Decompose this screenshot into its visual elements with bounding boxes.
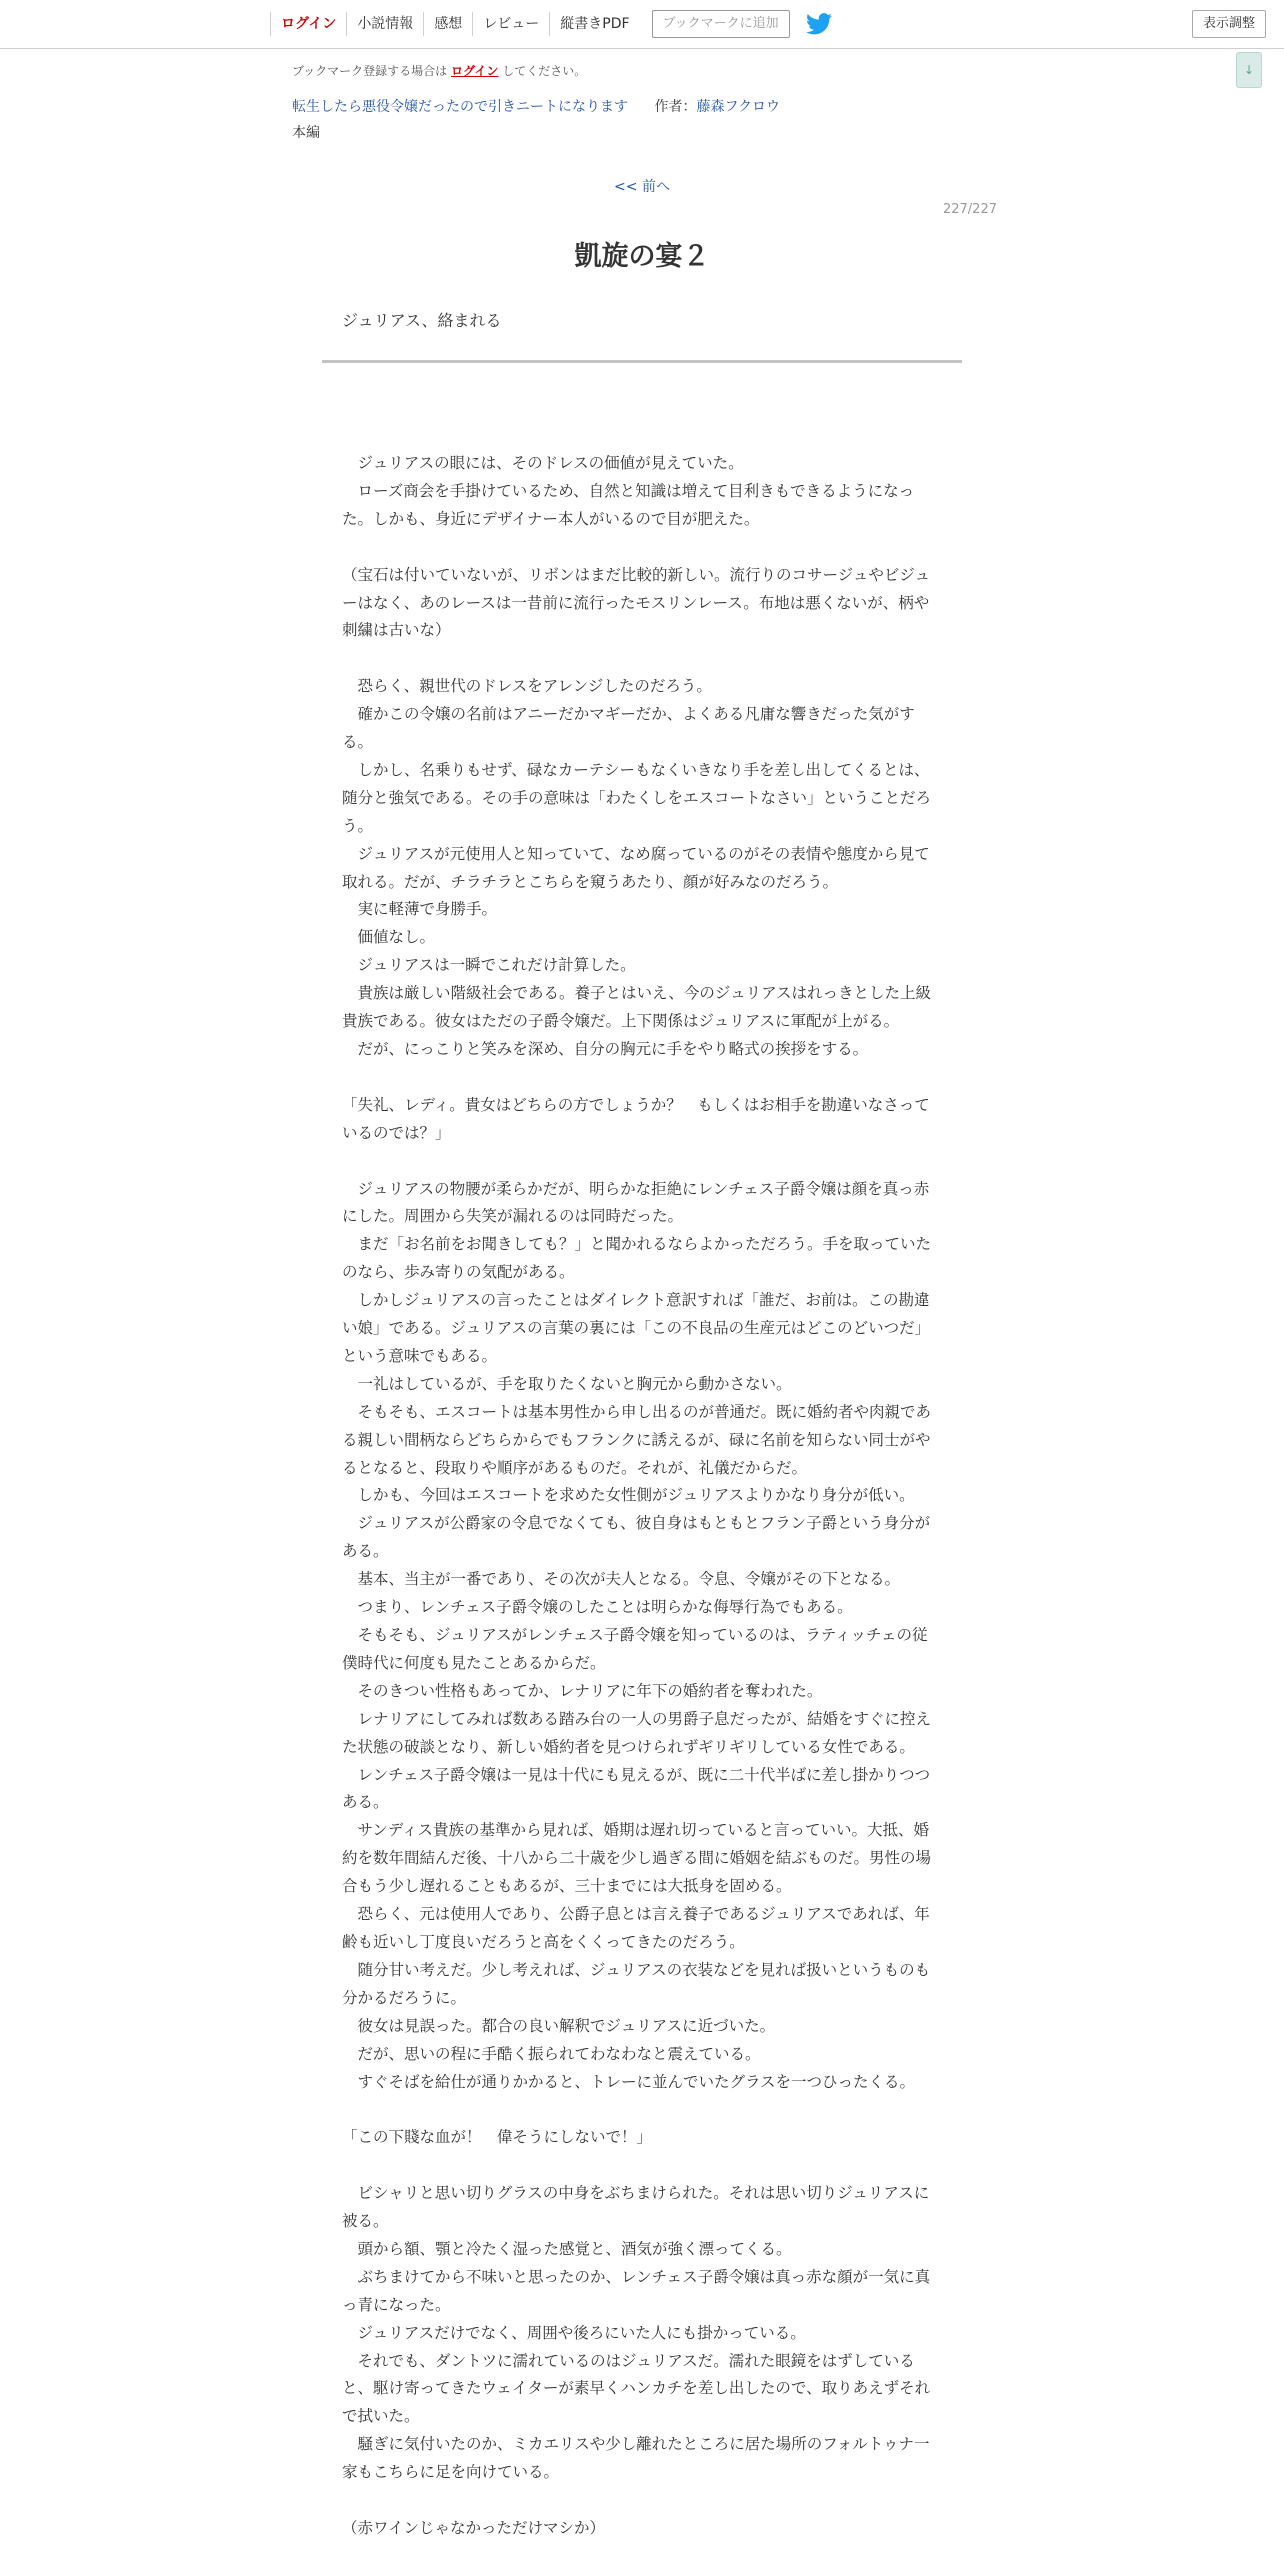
- notice-text-before: ブックマーク登録する場合は: [292, 64, 448, 78]
- blank-line: [342, 645, 936, 673]
- body-paragraph: つまり、レンチェス子爵令嬢のしたことは明らかな侮辱行為でもある。: [342, 1598, 853, 1617]
- author-link[interactable]: 藤森フクロウ: [696, 99, 781, 115]
- body-paragraph: ぶちまけてから不味いと思ったのか、レンチェス子爵令嬢は真っ赤な顔が一気に真っ青になった。: [342, 2267, 931, 2314]
- body-paragraph: それでも、ダントツに濡れているのはジュリアスだ。濡れた眼鏡をはずしていると、駆け寄ってきたウェイターが素早くハンカチを差し出したので、取りあえずそれで拭いた。: [342, 2351, 931, 2426]
- nav-vertical-pdf-link[interactable]: 縦書きPDF: [549, 12, 639, 36]
- blank-line: [342, 2096, 936, 2124]
- body-paragraph: ビシャリと思い切りグラスの中身をぶちまけられた。それは思い切りジュリアスに被る。: [342, 2184, 930, 2230]
- top-navigation-bar: [0, 0, 1284, 49]
- body-paragraph: ジュリアスが公爵家の令息でなくても、彼自身はもともとフラン子爵という身分がある。: [342, 1514, 931, 1561]
- body-paragraph: 彼女は見誤った。都合の良い解釈でジュリアスに近づいた。: [342, 2016, 776, 2035]
- body-paragraph: すぐそばを給仕が通りかかると、トレーに並んでいたグラスを一つひったくる。: [342, 2072, 916, 2091]
- prev-chapter-link[interactable]: << 前へ: [614, 179, 670, 195]
- scroll-down-button[interactable]: ↓: [1236, 52, 1262, 88]
- body-paragraph: 実に軽薄で身勝手。: [342, 900, 498, 919]
- body-paragraph: 基本、当主が一番であり、その次が夫人となる。令息、令嬢がその下となる。: [342, 1570, 901, 1589]
- body-paragraph: しかしジュリアスの言ったことはダイレクト意訳すれば「誰だ、お前は。この勘違い娘」である。ジュリアスの言葉の裏には「この不良品の生産元はどこのどいつだ」という意味でもある。: [342, 1291, 931, 1365]
- body-paragraph: しかも、今回はエスコートを求めた女性側がジュリアスよりかなり身分が低い。: [342, 1486, 915, 1505]
- blank-line: [342, 2152, 936, 2180]
- body-paragraph: ジュリアスは一瞬でこれだけ計算した。: [342, 956, 636, 975]
- body-paragraph: 確かこの令嬢の名前はアニーだかマギーだか、よくある凡庸な響きだった気がする。: [342, 705, 915, 752]
- body-paragraph: そもそも、エスコートは基本男性から申し出るのが普通だ。既に婚約者や肉親である親しい間柄ならどちらからでもフランクに誘えるが、碌に名前を知らない同士がやるとなると、段取りや順序があるものだ。それが、礼儀だからだ。: [342, 1402, 932, 1477]
- body-paragraph: （宝石は付いていないが、リボンはまだ比較的新しい。流行りのコサージュやビジューはなく、あのレースは一昔前に流行ったモスリンレース。布地は悪くないが、柄や刺繍は古いな）: [342, 565, 931, 640]
- body-paragraph: レナリアにしてみれば数ある踏み台の一人の男爵子息だったが、結婚をすぐに控えた状態の破談となり、新しい婚約者を見つけられずギリギリしている女性である。: [342, 1709, 932, 1756]
- body-paragraph: 恐らく、元は使用人であり、公爵子息とは言え養子であるジュリアスであれば、年齢も近いし丁度良いだろうと高をくくってきたのだろう。: [342, 1905, 930, 1951]
- body-paragraph: 頭から額、顎と冷たく湿った感覚と、酒気が強く漂ってくる。: [342, 2239, 792, 2258]
- body-paragraph: 「失礼、レディ。貴女はどちらの方でしょうか？ もしくはお相手を勘違いなさっているのでは？」: [342, 1095, 930, 1142]
- body-paragraph: ジュリアスだけでなく、周囲や後ろにいた人にも掛かっている。: [342, 2323, 806, 2342]
- nav-impressions-link[interactable]: 感想: [423, 12, 472, 36]
- divider: [322, 360, 962, 363]
- body-paragraph: 一礼はしているが、手を取りたくないと胸元から動かさない。: [342, 1374, 792, 1393]
- notice-text-after: してください。: [502, 64, 587, 78]
- prev-nav: [0, 176, 1284, 196]
- body-paragraph: サンディス貴族の基準から見れば、婚期は遅れ切っていると言っていい。大抵、婚約を数年間結んだ後、十八から二十歳を少し過ぎる間に婚姻を結ぶものだ。男性の場合もう少し遅れることもあるが、三十までには大抵身を固める。: [342, 1821, 932, 1896]
- bookmark-login-notice: [292, 62, 586, 79]
- body-paragraph: ジュリアスが元使用人と知っていて、なめ腐っているのがその表情や態度から見て取れる。だが、チラチラとこちらを窺うあたり、顔が好みなのだろう。: [342, 844, 930, 891]
- blank-line: [342, 1148, 936, 1176]
- chapter-subtitle: ジュリアス、絡まれる: [342, 311, 502, 330]
- body-paragraph: 「この下賤な血が！ 偉そうにしないで！」: [342, 2128, 653, 2147]
- novel-meta: [292, 96, 780, 116]
- body-paragraph: 随分甘い考えだ。少し考えれば、ジュリアスの衣装などを見れば扱いというものも分かるだろうに。: [342, 1960, 931, 2007]
- notice-login-link[interactable]: ログイン: [451, 64, 499, 78]
- body-paragraph: 騒ぎに気付いたのか、ミカエリスや少し離れたところに居た場所のフォルトゥナ一家もこちらに足を向けている。: [342, 2435, 930, 2482]
- body-paragraph: だが、思いの程に手酷く振られてわなわなと震えている。: [342, 2044, 761, 2063]
- author-label: 作者：: [654, 99, 697, 115]
- body-paragraph: 恐らく、親世代のドレスをアレンジしたのだろう。: [342, 677, 712, 696]
- body-paragraph: （赤ワインじゃなかっただけマシか）: [342, 2518, 606, 2537]
- add-bookmark-button[interactable]: ブックマークに追加: [652, 10, 790, 38]
- body-paragraph: 貴族は厳しい階級社会である。養子とはいえ、今のジュリアスはれっきとした上級貴族である。彼女はただの子爵令嬢だ。上下関係はジュリアスに軍配が上がる。: [342, 984, 932, 1031]
- body-paragraph: そもそも、ジュリアスがレンチェス子爵令嬢を知っているのは、ラティッチェの従僕時代に何度も見たことあるからだ。: [342, 1626, 928, 1672]
- body-paragraph: ジュリアスの物腰が柔らかだが、明らかな拒絶にレンチェス子爵令嬢は顔を真っ赤にした。周囲から失笑が漏れるのは同時だった。: [342, 1179, 930, 1226]
- page-number: 227/227: [942, 202, 997, 217]
- nav-review-link[interactable]: レビュー: [472, 12, 549, 36]
- body-paragraph: レンチェス子爵令嬢は一見は十代にも見えるが、既に二十代半ばに差し掛かりつつある。: [342, 1765, 931, 1812]
- body-paragraph: 価値なし。: [342, 928, 436, 947]
- display-settings-button[interactable]: 表示調整: [1192, 10, 1266, 38]
- body-paragraph: まだ「お名前をお聞きしても？」と聞かれるならよかっただろう。手を取っていたのなら、歩み寄りの気配がある。: [342, 1235, 932, 1282]
- twitter-icon[interactable]: [806, 13, 832, 35]
- nav-novel-info-link[interactable]: 小説情報: [346, 12, 423, 36]
- nav-login-link[interactable]: ログイン: [270, 12, 346, 36]
- section-label: 本編: [292, 125, 320, 141]
- body-paragraph: ローズ商会を手掛けているため、自然と知識は増えて目利きもできるようになった。しかも、身近にデザイナー本人がいるので目が肥えた。: [342, 481, 915, 528]
- blank-line: [342, 534, 936, 562]
- nav-menu: [270, 0, 832, 48]
- body-paragraph: そのきつい性格もあってか、レナリアに年下の婚約者を奪われた。: [342, 1681, 823, 1700]
- novel-body: [342, 450, 936, 2543]
- body-paragraph: だが、にっこりと笑みを深め、自分の胸元に手をやり略式の挨拶をする。: [342, 1040, 869, 1058]
- body-paragraph: ジュリアスの眼には、そのドレスの価値が見えていた。: [342, 454, 744, 472]
- blank-line: [342, 1064, 936, 1092]
- chapter-title: 凱旋の宴２: [574, 241, 710, 272]
- series-title-link[interactable]: 転生したら悪役令嬢だったので引きニートになります: [292, 99, 628, 115]
- body-paragraph: しかし、名乗りもせず、碌なカーテシーもなくいきなり手を差し出してくるとは、随分と強気である。その手の意味は「わたくしをエスコートなさい」ということだろう。: [342, 760, 932, 835]
- blank-line: [342, 2487, 936, 2515]
